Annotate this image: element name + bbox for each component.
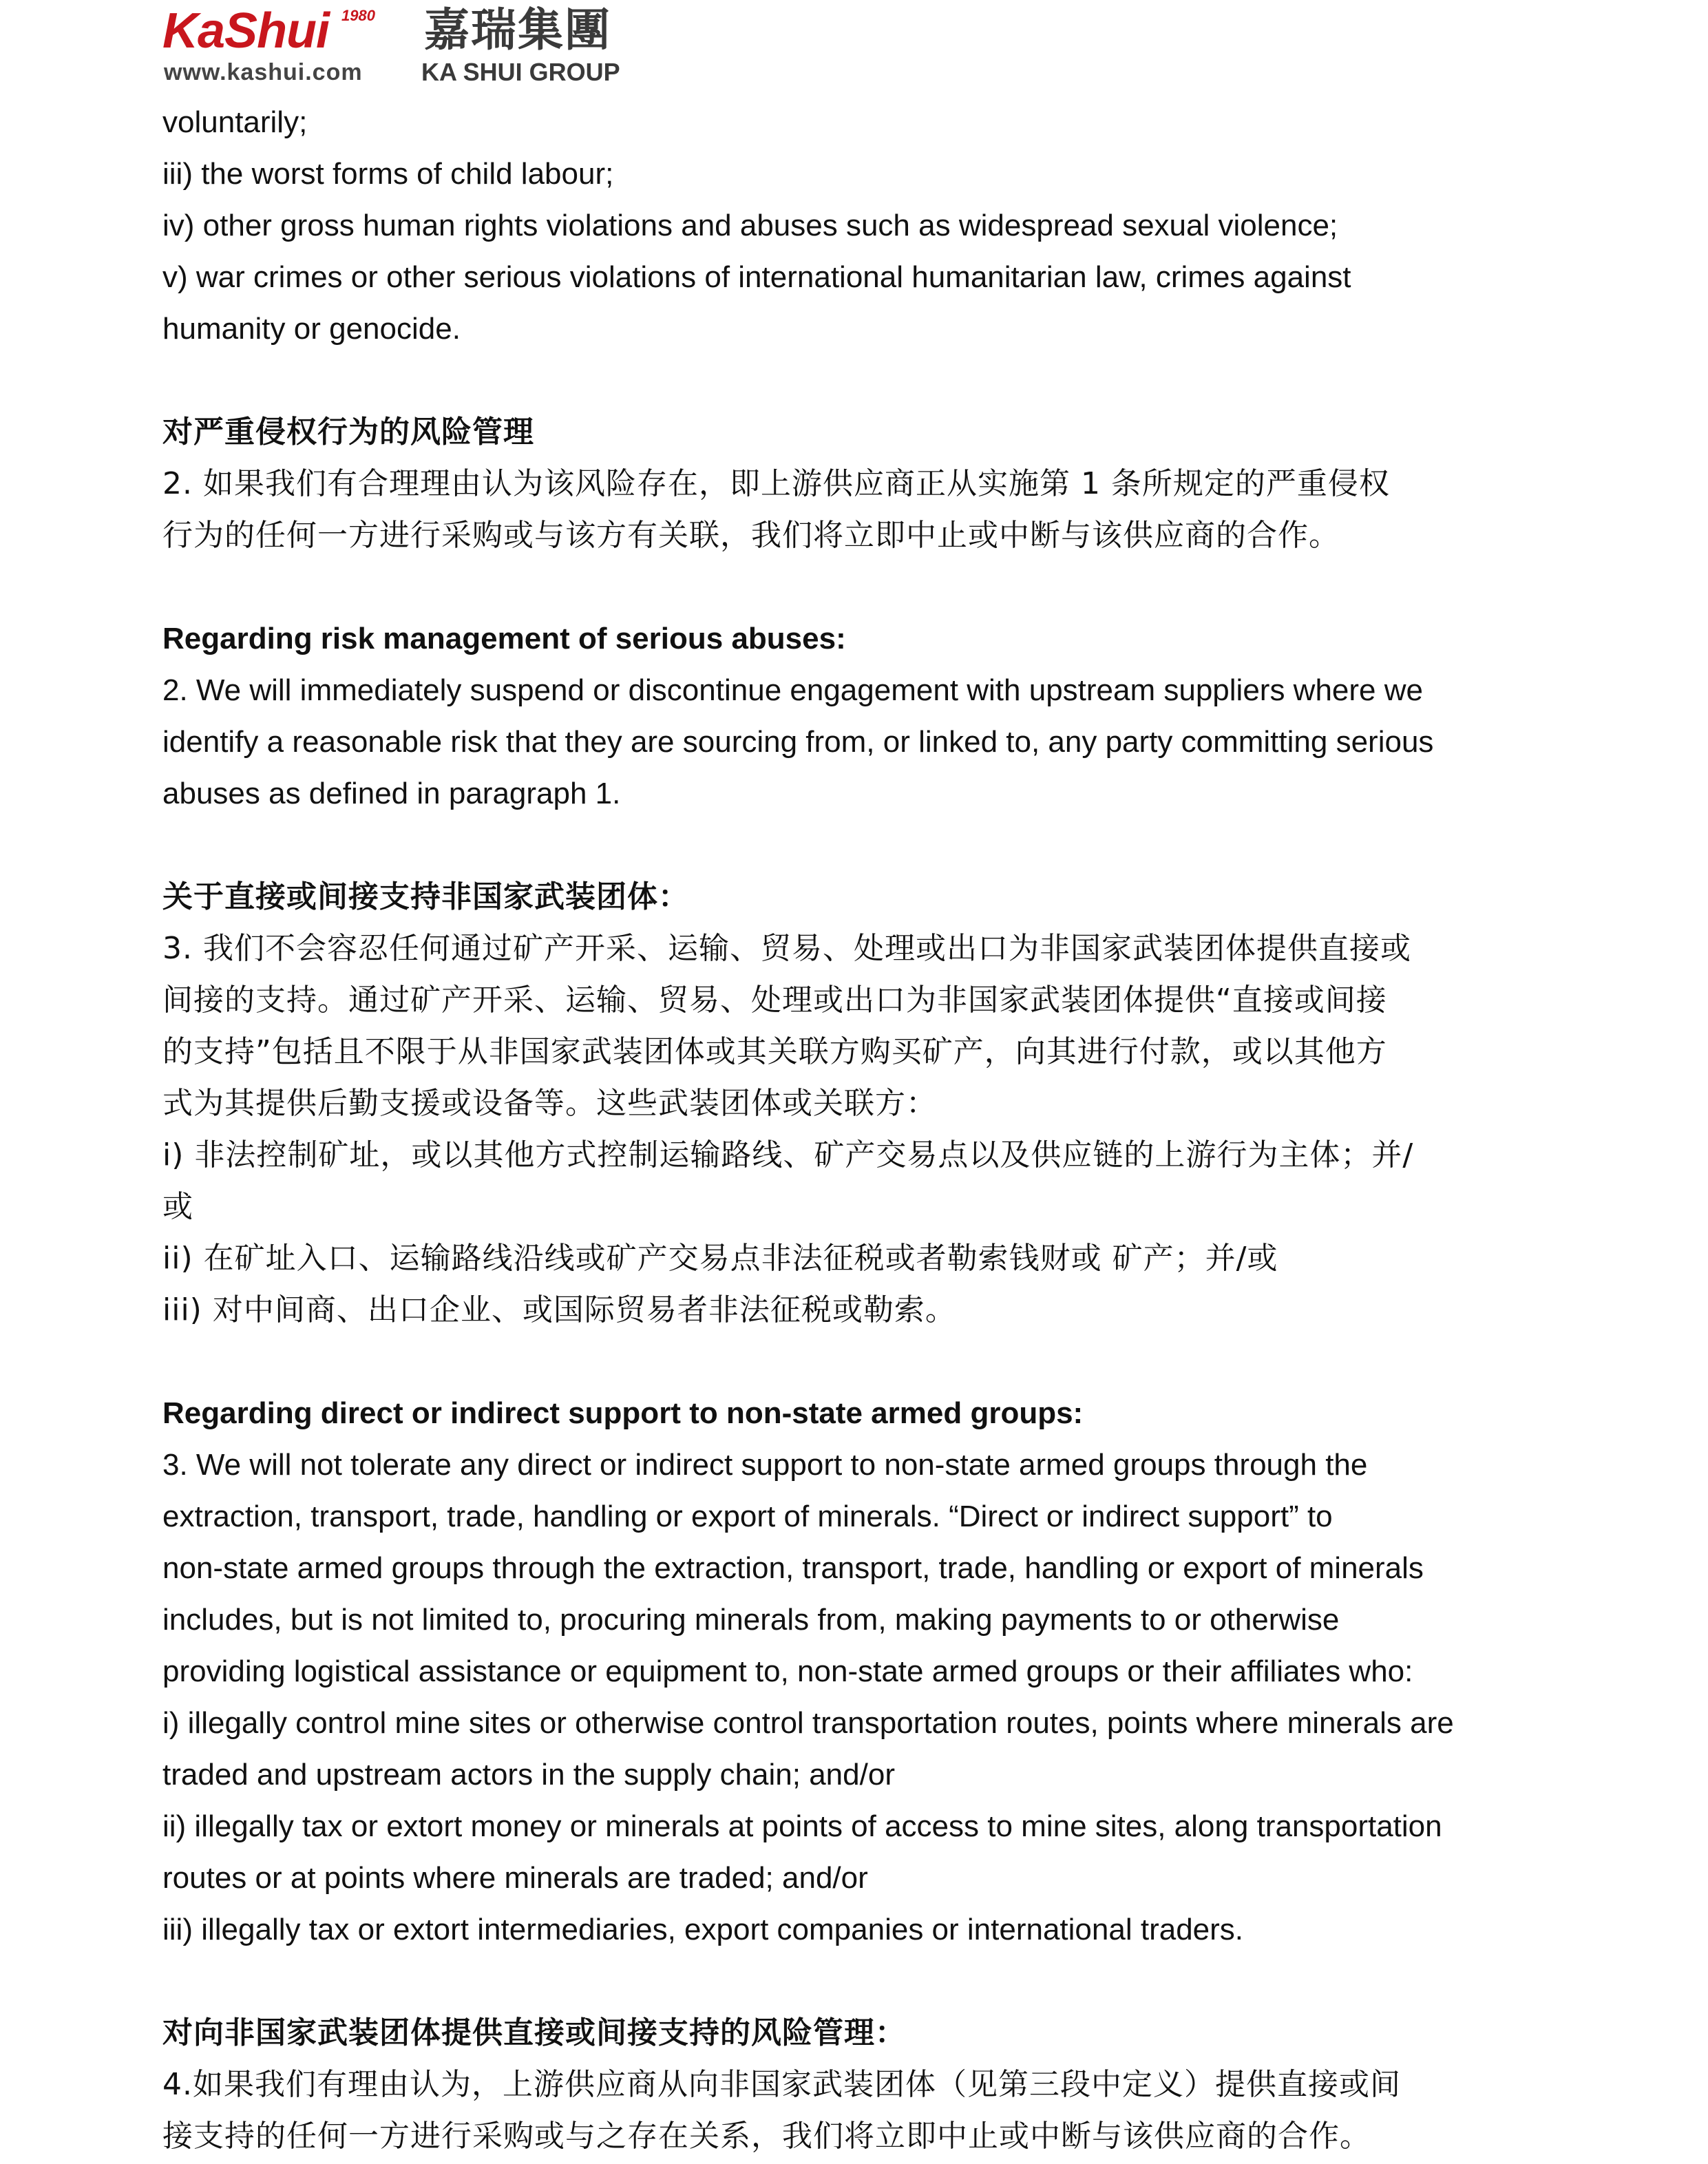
text-line: 或 (162, 1189, 193, 1224)
text-line: 接支持的任何一方进行采购或与之存在关系，我们将立即中止或中断与该供应商的合作。 (162, 2119, 1371, 2154)
paragraph-gap (162, 355, 1546, 406)
paragraph-gap (162, 819, 1546, 871)
text-line: 3. 我们不会容忍任何通过矿产开采、运输、贸易、处理或出口为非国家武装团体提供直接或 (162, 931, 1411, 966)
text-line: ii) 在矿址入口、运输路线沿线或矿产交易点非法征税或者勒索钱财或 矿产；并/或 (162, 1241, 1278, 1276)
text-line: v) war crimes or other serious violations of international humanitarian law, crimes against (162, 260, 1351, 294)
section-heading: Regarding risk management of serious abuses: (162, 622, 846, 655)
paragraph-gap (162, 561, 1546, 613)
logo-url: www.kashui.com (164, 59, 363, 85)
text-line: identify a reasonable risk that they are sourcing from, or linked to, any party committing serious (162, 725, 1434, 759)
section-heading: 关于直接或间接支持非国家武装团体： (162, 879, 689, 914)
text-line: 2. We will immediately suspend or discontinue engagement with upstream suppliers where we (162, 673, 1423, 707)
logo-name-en: KA SHUI GROUP (421, 58, 620, 86)
text-line: i) illegally control mine sites or otherwise control transportation routes, points where minerals are (162, 1706, 1454, 1740)
text-line: ii) illegally tax or extort money or minerals at points of access to mine sites, along transportation (162, 1809, 1442, 1843)
text-line: 4.如果我们有理由认为，上游供应商从向非国家武装团体（见第三段中定义）提供直接或间 (162, 2067, 1401, 2102)
text-line: 3. We will not tolerate any direct or indirect support to non-state armed groups through the (162, 1448, 1368, 1482)
section-heading: 对向非国家武装团体提供直接或间接支持的风险管理： (162, 2015, 906, 2050)
text-line: i) 非法控制矿址，或以其他方式控制运输路线、矿产交易点以及供应链的上游行为主体；并/ (162, 1137, 1414, 1173)
text-line: non-state armed groups through the extraction, transport, trade, handling or export of minerals (162, 1551, 1424, 1585)
section-heading: 对严重侵权行为的风险管理 (162, 414, 534, 450)
paragraph-gap (162, 1955, 1546, 2007)
text-line: 间接的支持。通过矿产开采、运输、贸易、处理或出口为非国家武装团体提供“直接或间接 (162, 983, 1387, 1018)
text-line: iii) illegally tax or extort intermediaries, export companies or international traders. (162, 1913, 1244, 1946)
text-line: routes or at points where minerals are traded; and/or (162, 1861, 868, 1895)
logo-brand: KaShui (162, 3, 330, 59)
text-line: iii) 对中间商、出口企业、或国际贸易者非法征税或勒索。 (162, 1292, 956, 1327)
text-line: 2. 如果我们有合理理由认为该风险存在，即上游供应商正从实施第 1 条所规定的严重侵权 (162, 466, 1390, 501)
text-line: abuses as defined in paragraph 1. (162, 777, 621, 810)
paragraph-gap (162, 1336, 1546, 1387)
text-line: includes, but is not limited to, procuring minerals from, making payments to or otherwise (162, 1603, 1340, 1637)
text-line: extraction, transport, trade, handling or export of minerals. “Direct or indirect support” to (162, 1500, 1333, 1533)
text-line: iii) the worst forms of child labour; (162, 157, 614, 191)
section-heading: Regarding direct or indirect support to non-state armed groups: (162, 1396, 1084, 1430)
text-line: 式为其提供后勤支援或设备等。这些武装团体或关联方： (162, 1086, 937, 1121)
document-body (162, 96, 1546, 2162)
logo-year: 1980 (341, 7, 375, 24)
text-line: traded and upstream actors in the supply chain; and/or (162, 1758, 895, 1792)
text-line: voluntarily; (162, 105, 308, 139)
company-logo (162, 3, 644, 90)
text-line: iv) other gross human rights violations and abuses such as widespread sexual violence; (162, 209, 1338, 242)
logo-name-cn: 嘉瑞集團 (424, 3, 611, 56)
text-line: 的支持”包括且不限于从非国家武装团体或其关联方购买矿产，向其进行付款，或以其他方 (162, 1034, 1387, 1069)
text-line: 行为的任何一方进行采购或与该方有关联，我们将立即中止或中断与该供应商的合作。 (162, 518, 1340, 553)
text-line: humanity or genocide. (162, 312, 461, 346)
text-line: providing logistical assistance or equipment to, non-state armed groups or their affiliates who: (162, 1654, 1413, 1688)
